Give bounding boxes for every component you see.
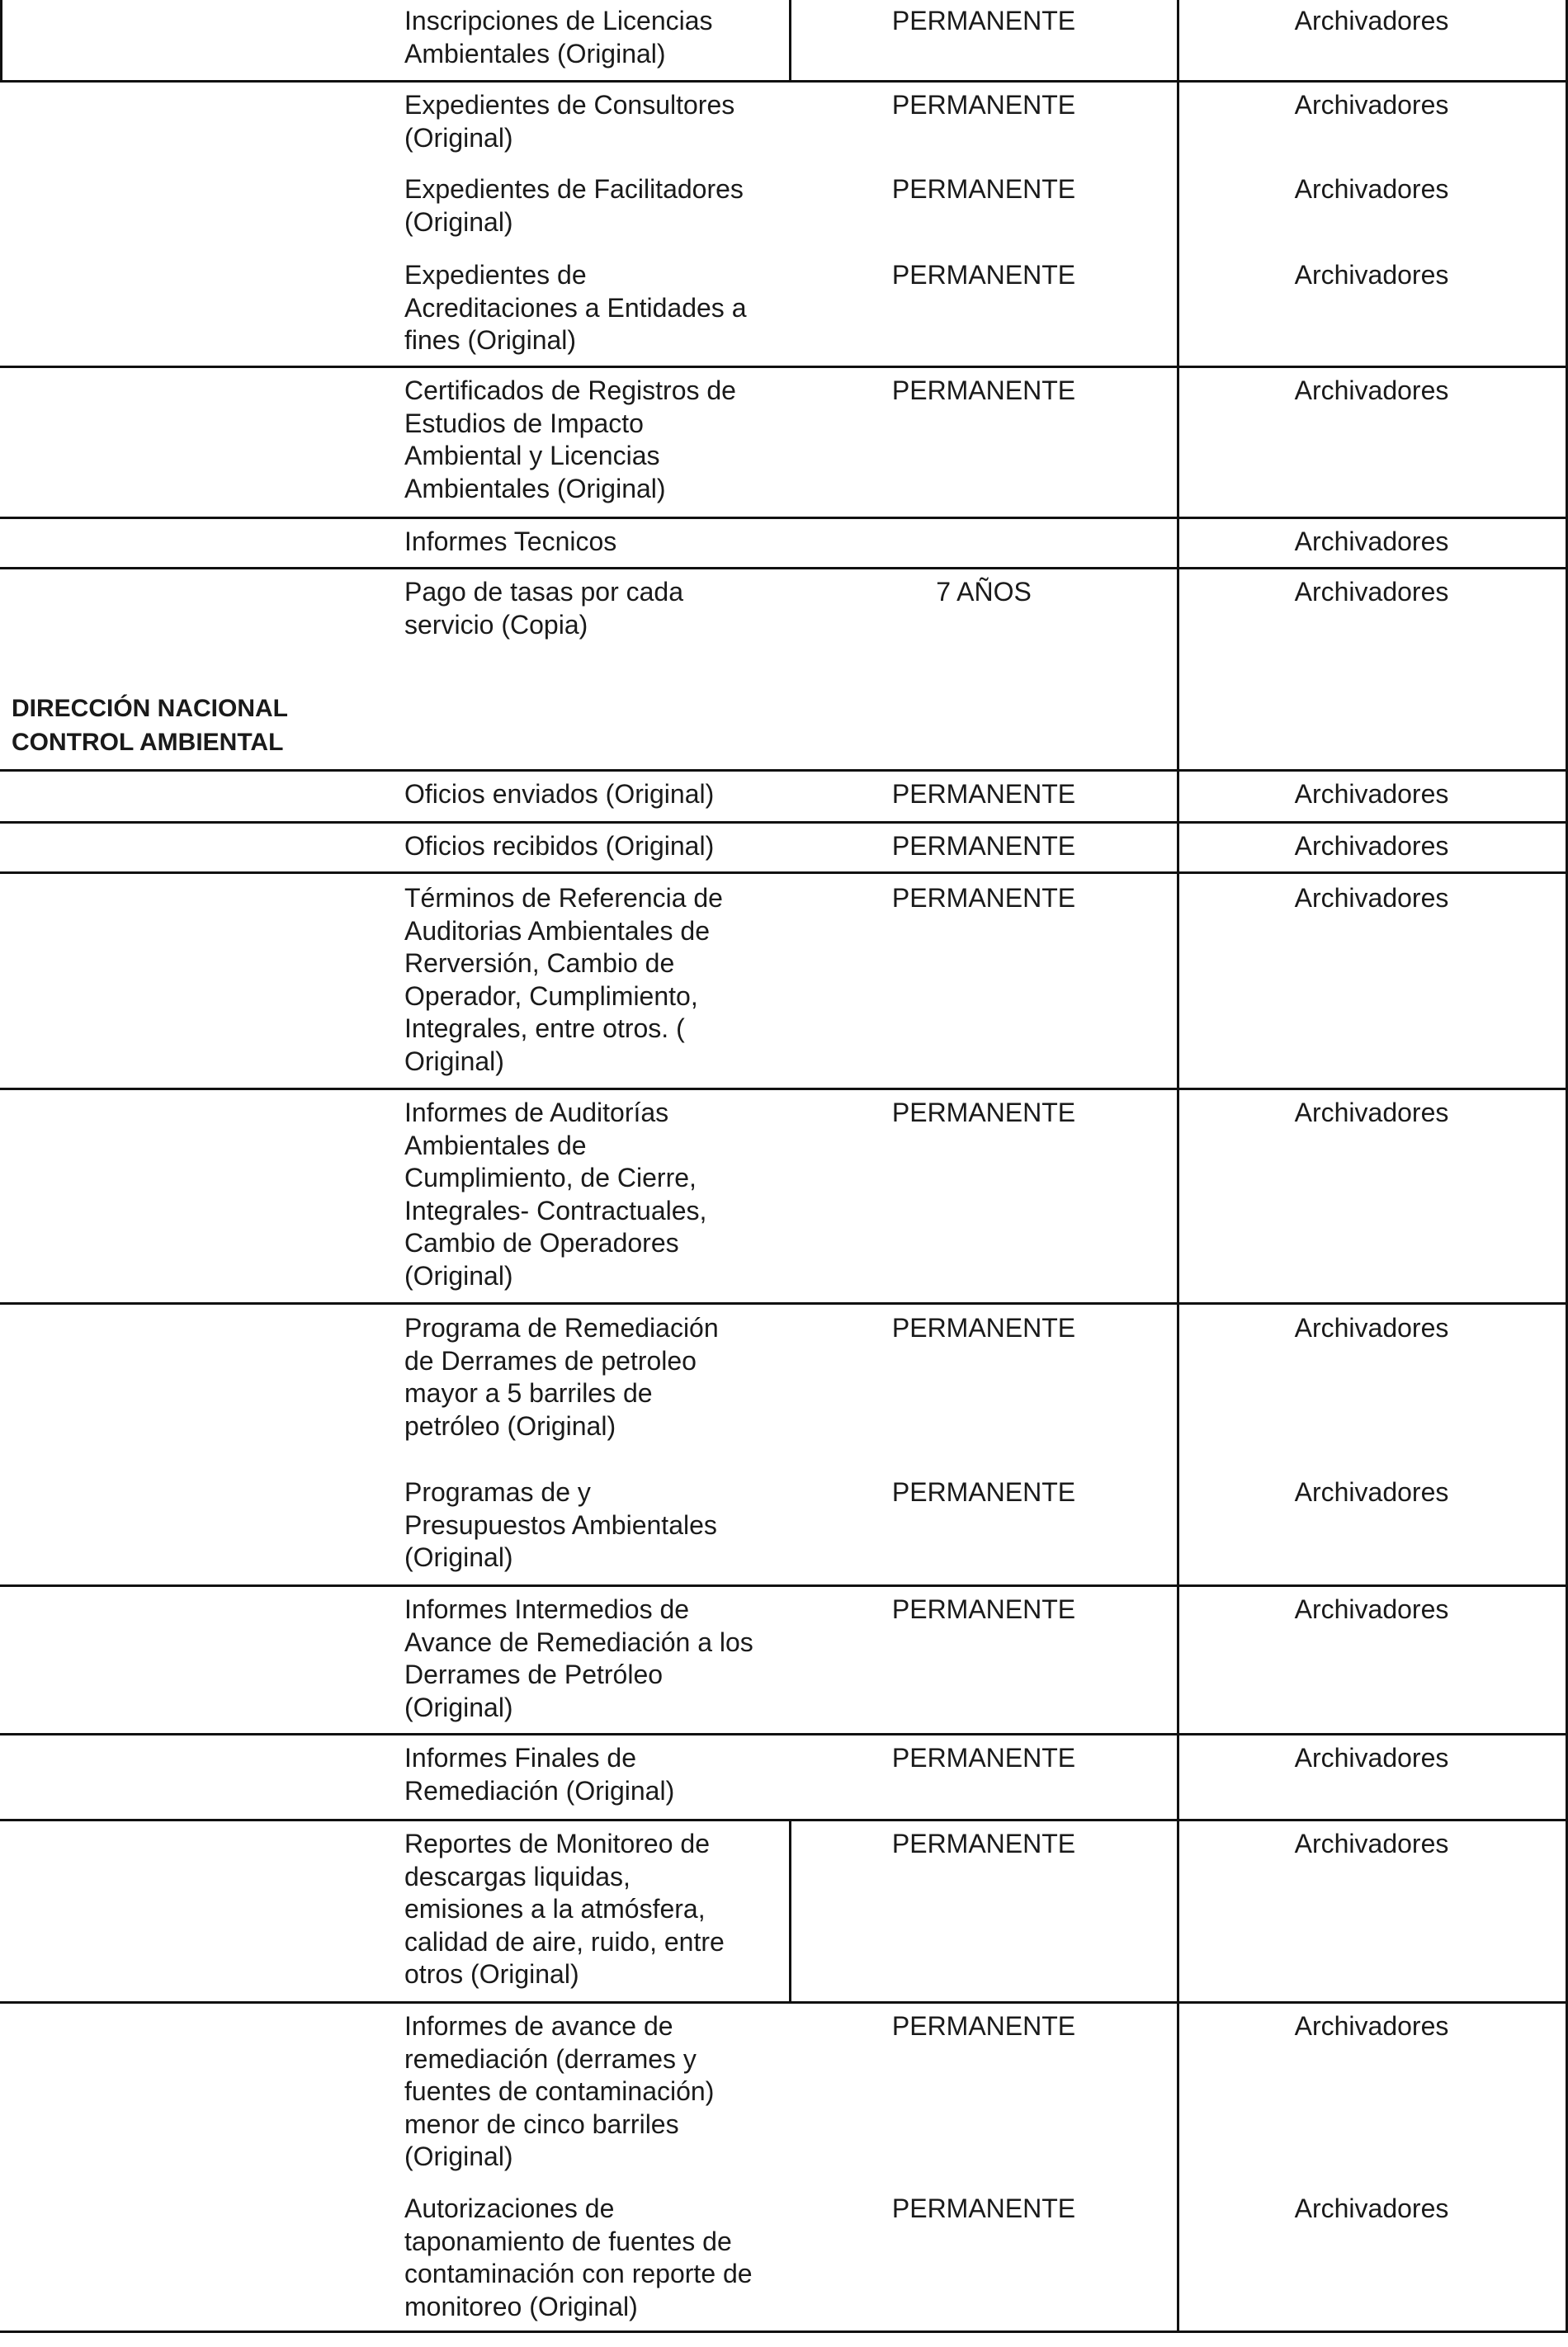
location-cell: Archivadores (1294, 1743, 1449, 1773)
document-type-cell: Oficios enviados (Original) (404, 779, 715, 809)
location-cell: Archivadores (1294, 90, 1449, 120)
document-type-cell: Pago de tasas por cada servicio (Copia) (404, 577, 684, 640)
location-cell: Archivadores (1294, 883, 1449, 913)
row-divider (0, 1088, 1568, 1090)
location-cell: Archivadores (1294, 375, 1449, 405)
document-type-cell: Inscripciones de Licencias Ambientales (Original) (404, 6, 713, 68)
row-divider (0, 871, 1568, 874)
document-type-cell: Certificados de Registros de Estudios de Impacto Ambiental y Licencias Ambientales (Original) (404, 375, 736, 503)
retention-cell: PERMANENTE (891, 1477, 1076, 1507)
document-type-cell: Expedientes de Consultores (Original) (404, 90, 735, 153)
location-cell: Archivadores (1294, 779, 1449, 809)
row-divider (0, 1584, 1568, 1587)
row-divider (0, 2330, 1568, 2333)
document-type-cell: Informes de Auditorías Ambientales de Cumplimiento, de Cierre, Integrales- Contractuales, Cambio de Operadores (Original) (404, 1098, 707, 1291)
row-divider (0, 80, 1568, 83)
row-divider (0, 1302, 1568, 1305)
location-cell: Archivadores (1294, 1313, 1449, 1343)
location-cell: Archivadores (1294, 260, 1449, 290)
retention-cell: PERMANENTE (891, 1594, 1076, 1624)
retention-cell: PERMANENTE (891, 90, 1076, 120)
retention-cell: 7 AÑOS (936, 577, 1032, 607)
document-type-cell: Oficios recibidos (Original) (404, 831, 715, 861)
location-cell: Archivadores (1294, 174, 1449, 204)
row-divider (0, 2001, 1568, 2004)
location-cell: Archivadores (1294, 1477, 1449, 1507)
retention-cell: PERMANENTE (891, 1743, 1076, 1773)
location-cell: Archivadores (1294, 577, 1449, 607)
document-type-cell: Informes Intermedios de Avance de Remediación a los Derrames de Petróleo (Original) (404, 1594, 753, 1722)
retention-cell: PERMANENTE (891, 2011, 1076, 2041)
column-divider (0, 0, 2, 82)
retention-cell: PERMANENTE (891, 1829, 1076, 1858)
retention-cell: PERMANENTE (891, 1313, 1076, 1343)
row-divider (0, 769, 1568, 772)
location-cell: Archivadores (1294, 2011, 1449, 2041)
row-divider (0, 366, 1568, 368)
retention-cell: PERMANENTE (891, 779, 1076, 809)
location-cell: Archivadores (1294, 2194, 1449, 2223)
location-cell: Archivadores (1294, 831, 1449, 861)
document-type-cell: Reportes de Monitoreo de descargas liquidas, emisiones a la atmósfera, calidad de aire, ruido, entre otros (Original) (404, 1829, 725, 1989)
row-divider (0, 1819, 1568, 1821)
location-cell: Archivadores (1294, 6, 1449, 35)
retention-cell: PERMANENTE (891, 883, 1076, 913)
retention-cell: PERMANENTE (891, 260, 1076, 290)
location-cell: Archivadores (1294, 1098, 1449, 1127)
location-cell: Archivadores (1294, 1594, 1449, 1624)
row-divider (0, 567, 1568, 569)
document-type-cell: Informes de avance de remediación (derrames y fuentes de contaminación) menor de cinco barriles (Original) (404, 2011, 715, 2171)
retention-cell: PERMANENTE (891, 2194, 1076, 2223)
column-divider (1177, 0, 1179, 2332)
document-type-cell: Informes Finales de Remediación (Original) (404, 1743, 675, 1806)
retention-cell: PERMANENTE (891, 375, 1076, 405)
row-divider (0, 1733, 1568, 1735)
document-type-cell: Programa de Remediación de Derrames de petroleo mayor a 5 barriles de petróleo (Original) (404, 1313, 719, 1441)
department-label: DIRECCIÓN NACIONAL CONTROL AMBIENTAL (12, 695, 288, 756)
document-type-cell: Expedientes de Facilitadores (Original) (404, 174, 744, 237)
document-type-cell: Términos de Referencia de Auditorias Ambientales de Rerversión, Cambio de Operador, Cumplimiento, Integrales, entre otros. ( Original) (404, 883, 723, 1076)
document-type-cell: Informes Tecnicos (404, 527, 617, 556)
location-cell: Archivadores (1294, 1829, 1449, 1858)
retention-cell: PERMANENTE (891, 1098, 1076, 1127)
retention-cell: PERMANENTE (891, 6, 1076, 35)
document-type-cell: Autorizaciones de taponamiento de fuentes de contaminación con reporte de monitoreo (Original) (404, 2194, 753, 2321)
retention-cell: PERMANENTE (891, 831, 1076, 861)
location-cell: Archivadores (1294, 527, 1449, 556)
document-type-cell: Programas de y Presupuestos Ambientales (Original) (404, 1477, 717, 1572)
row-divider (0, 517, 1568, 519)
retention-cell: PERMANENTE (891, 174, 1076, 204)
row-divider (0, 821, 1568, 824)
document-type-cell: Expedientes de Acreditaciones a Entidades a fines (Original) (404, 260, 747, 355)
